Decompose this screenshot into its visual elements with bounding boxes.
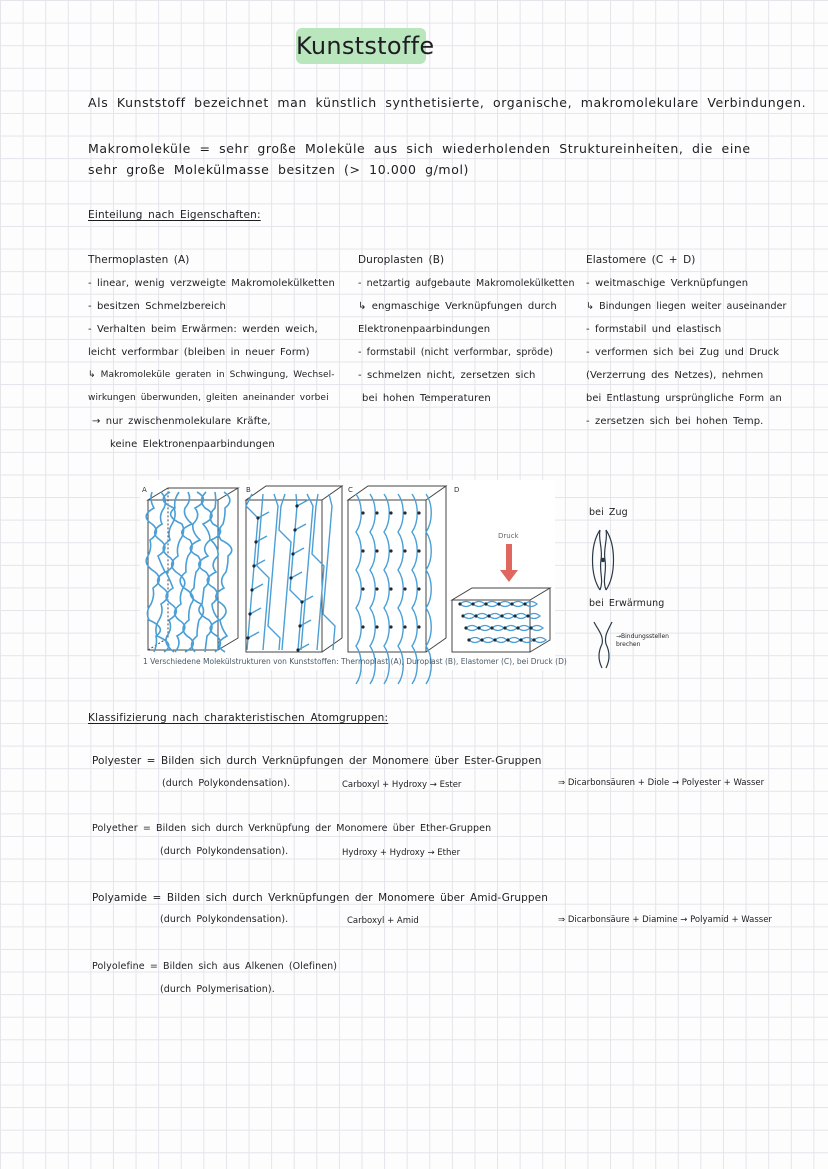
crosslink-dot	[500, 614, 503, 617]
chain-strand	[163, 492, 176, 652]
erwaermung-label: bei Erwärmung	[589, 598, 665, 609]
crosslink-dot	[417, 511, 420, 514]
elastomer-strand	[356, 494, 361, 684]
crosslink-dot	[246, 636, 249, 639]
crosslink-dot	[252, 564, 255, 567]
crosslink-bond	[258, 512, 269, 518]
elastomer-strand	[412, 494, 417, 684]
crosslink-dot	[506, 638, 509, 641]
column-line: ↳ Bindungen liegen weiter auseinander	[586, 301, 787, 312]
crosslink-dot	[248, 612, 251, 615]
network-strand	[301, 494, 313, 650]
compressed-cell	[479, 626, 491, 631]
crosslink-dot	[361, 625, 364, 628]
column-line: bei Entlastung ursprüngliche Form an	[586, 393, 782, 404]
crosslink-dot	[361, 549, 364, 552]
column-line: (Verzerrung des Netzes), nehmen	[586, 370, 764, 381]
column-line: - zersetzen sich bei hohen Temp.	[586, 416, 764, 427]
properties-heading: Einteilung nach Eigenschaften:	[88, 209, 261, 221]
column-line: ↳ engmaschige Verknüpfungen durch	[358, 301, 557, 312]
definition-text: Als Kunststoff bezeichnet man künstlich synthetisierte, organische, makromolekulare Verbindungen.	[88, 95, 807, 110]
crosslink-dot	[389, 549, 392, 552]
crosslink-dot	[250, 588, 253, 591]
crosslink-bond	[293, 548, 304, 554]
column-line: - linear, wenig verzweigte Makromolekülketten	[88, 278, 335, 289]
panel-label-a: A	[142, 486, 147, 494]
crosslink-dot	[298, 624, 301, 627]
compressed-cell	[508, 638, 520, 643]
crosslink-dot	[474, 614, 477, 617]
crosslink-bond	[254, 560, 265, 566]
crosslink-dot	[529, 626, 532, 629]
polyester-reaction: Carboxyl + Hydroxy → Ester	[342, 780, 462, 790]
crosslink-bond	[298, 644, 309, 650]
crosslink-bond	[248, 632, 259, 638]
network-strand	[323, 494, 335, 650]
polyether-reaction: Hydroxy + Hydroxy → Ether	[342, 848, 461, 858]
crosslink-dot	[375, 549, 378, 552]
column-line: - besitzen Schmelzbereich	[88, 301, 226, 312]
crosslink-dot	[256, 516, 259, 519]
crosslink-dot	[519, 638, 522, 641]
crosslink-dot	[254, 540, 257, 543]
page-title: Kunststoffe	[296, 32, 435, 60]
column-header: Duroplasten (B)	[358, 254, 445, 266]
compressed-cell	[482, 638, 494, 643]
crosslink-dot	[389, 625, 392, 628]
elastomer-strand	[426, 494, 431, 684]
compressed-cell	[495, 638, 507, 643]
compressed-cell	[518, 626, 530, 631]
polyamide-line2: (durch Polykondensation).	[160, 914, 289, 925]
crosslink-dot	[471, 602, 474, 605]
crosslink-dot	[375, 587, 378, 590]
classification-heading: Klassifizierung nach charakteristischen Atomgruppen:	[88, 712, 389, 724]
network-strand	[279, 494, 291, 650]
column-line: - weitmaschige Verknüpfungen	[586, 278, 749, 289]
compressed-cell	[531, 626, 543, 631]
polyolefine-line2: (durch Polymerisation).	[160, 984, 275, 995]
crosslink-dot	[403, 625, 406, 628]
compressed-cell	[505, 626, 517, 631]
crosslink-dot	[484, 602, 487, 605]
compressed-cell	[492, 626, 504, 631]
column-line: Elektronenpaarbindungen	[358, 324, 491, 335]
compressed-cell	[525, 602, 537, 607]
crosslink-dot	[490, 626, 493, 629]
crosslink-dot	[464, 626, 467, 629]
column-line: leicht verformbar (bleiben in neuer Form)	[88, 347, 310, 358]
zug-sketch	[593, 530, 614, 590]
crosslink-dot	[417, 549, 420, 552]
compressed-cell	[499, 602, 511, 607]
crosslink-dot	[417, 587, 420, 590]
compressed-cell	[489, 614, 501, 619]
compressed-cell	[486, 602, 498, 607]
crosslink-bond	[295, 524, 306, 530]
compressed-cell	[476, 614, 488, 619]
erwaermung-sketch	[594, 622, 612, 668]
crosslink-dot	[467, 638, 470, 641]
polyether-line2: (durch Polykondensation).	[160, 846, 289, 857]
network-strand	[246, 494, 258, 650]
column-line: wirkungen überwunden, gleiten aneinander vorbei	[88, 393, 329, 403]
panel-label-d: D	[454, 486, 460, 494]
column-header: Thermoplasten (A)	[88, 254, 190, 266]
crosslink-dot	[403, 587, 406, 590]
compressed-cell	[460, 602, 472, 607]
macromolecule-text-line1: Makromoleküle = sehr große Moleküle aus sich wiederholenden Struktureinheiten, die eine	[88, 141, 751, 156]
polyester-line2: (durch Polykondensation).	[162, 778, 291, 789]
bond-break-note: →Bindungsstellen brechen	[616, 633, 669, 648]
chain-strand	[190, 492, 203, 652]
druck-label: Druck	[498, 532, 519, 540]
polyether-line1: Polyether = Bilden sich durch Verknüpfung der Monomere über Ether-Gruppen	[92, 823, 492, 834]
crosslink-bond	[300, 620, 311, 626]
crosslink-dot	[513, 614, 516, 617]
compressed-cell	[466, 626, 478, 631]
column-line: - verformen sich bei Zug und Druck	[586, 347, 780, 358]
elastomer-strand	[398, 494, 403, 684]
crosslink-bond	[302, 596, 313, 602]
macromolecule-text-line2: sehr große Molekülmasse besitzen (> 10.000 g/mol)	[88, 162, 470, 177]
elastomer-strand	[384, 494, 389, 684]
polyamide-line1: Polyamide = Bilden sich durch Verknüpfungen der Monomere über Amid-Gruppen	[92, 892, 548, 904]
crosslink-dot	[523, 602, 526, 605]
crosslink-dot	[296, 648, 299, 651]
crosslink-dot	[493, 638, 496, 641]
chain-strand	[207, 492, 220, 652]
crosslink-bond	[291, 572, 302, 578]
crosslink-dot	[516, 626, 519, 629]
column-line: - schmelzen nicht, zersetzen sich	[358, 370, 536, 381]
panel-label-b: B	[246, 486, 251, 494]
crosslink-dot	[375, 625, 378, 628]
crosslink-dot	[532, 638, 535, 641]
compressed-cell	[512, 602, 524, 607]
crosslink-dot	[458, 602, 461, 605]
crosslink-dot	[480, 638, 483, 641]
pressure-arrow	[500, 544, 518, 582]
polyamide-reaction: Carboxyl + Amid	[347, 916, 419, 926]
crosslink-dot	[361, 587, 364, 590]
column-line: ↳ Makromoleküle geraten in Schwingung, Wechsel-	[88, 370, 335, 380]
column-line: - Verhalten beim Erwärmen: werden weich,	[88, 324, 318, 335]
crosslink-dot	[295, 504, 298, 507]
compressed-cell	[502, 614, 514, 619]
network-strand	[268, 494, 280, 650]
crosslink-dot	[389, 587, 392, 590]
compressed-cell	[463, 614, 475, 619]
compressed-cell	[521, 638, 533, 643]
polyamide-summary: ⇒ Dicarbonsäure + Diamine → Polyamid + Wasser	[558, 915, 772, 925]
crosslink-dot	[289, 576, 292, 579]
crosslink-dot	[389, 511, 392, 514]
column-line: → nur zwischenmolekulare Kräfte,	[92, 416, 271, 427]
crosslink-bond	[297, 500, 308, 506]
crosslink-dot	[510, 602, 513, 605]
elastomer-strand	[370, 494, 375, 684]
crosslink-dot	[526, 614, 529, 617]
crosslink-dot	[487, 614, 490, 617]
compressed-cell	[515, 614, 527, 619]
compressed-cell	[534, 638, 546, 643]
column-line: - netzartig aufgebaute Makromolekülketten	[358, 278, 575, 289]
crosslink-dot	[403, 511, 406, 514]
crosslink-dot	[477, 626, 480, 629]
compressed-cell	[469, 638, 481, 643]
crosslink-dot	[375, 511, 378, 514]
crosslink-bond	[256, 536, 267, 542]
zug-label: bei Zug	[589, 507, 628, 518]
column-line: - formstabil und elastisch	[586, 324, 722, 335]
crosslink-dot	[293, 528, 296, 531]
chain-strand	[180, 492, 193, 652]
crosslink-dot	[361, 511, 364, 514]
column-line: bei hohen Temperaturen	[362, 393, 491, 404]
compressed-cell	[473, 602, 485, 607]
crosslink-dot	[403, 549, 406, 552]
polyolefine-line1: Polyolefine = Bilden sich aus Alkenen (Olefinen)	[92, 961, 338, 972]
crosslink-dot	[503, 626, 506, 629]
crosslink-bond	[252, 584, 263, 590]
figure-caption: 1 Verschiedene Molekülstrukturen von Kunststoffen: Thermoplast (A), Duroplast (B), Elastomer (C), bei Druck (D)	[143, 657, 567, 666]
crosslink-dot	[461, 614, 464, 617]
polyester-line1: Polyester = Bilden sich durch Verknüpfungen der Monomere über Ester-Gruppen	[92, 755, 542, 767]
column-header: Elastomere (C + D)	[586, 254, 696, 266]
crosslink-bond	[250, 608, 261, 614]
column-line: keine Elektronenpaarbindungen	[110, 439, 275, 450]
crosslink-dot	[497, 602, 500, 605]
polyester-summary: ⇒ Dicarbonsäuren + Diole → Polyester + Wasser	[558, 778, 765, 788]
crosslink-dot	[417, 625, 420, 628]
panel-label-c: C	[348, 486, 353, 494]
crosslink-dot	[300, 600, 303, 603]
crosslink-dot	[291, 552, 294, 555]
column-line: - formstabil (nicht verformbar, spröde)	[358, 347, 554, 358]
